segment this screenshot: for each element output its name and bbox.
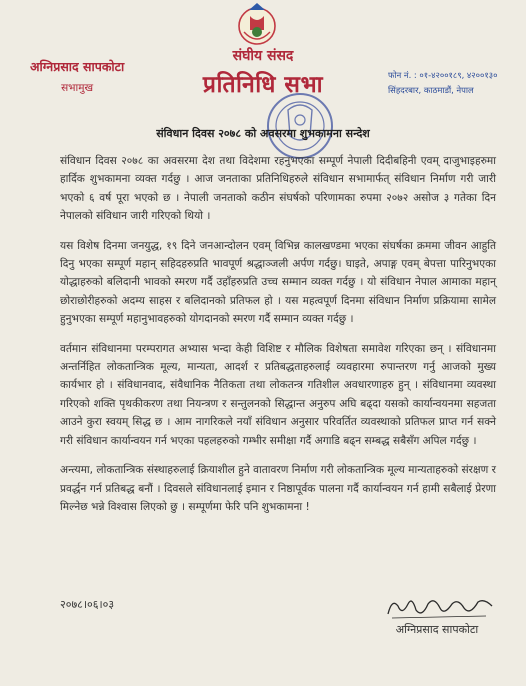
phone-number: फोन नं. : ०१-४२००१८९, ४२००१३०: [388, 70, 498, 80]
letter-body: [60, 152, 496, 527]
office-address: सिंहदरबार, काठमाडौं, नेपाल: [388, 85, 474, 95]
paragraph: वर्तमान संविधानमा परम्परागत अभ्यास भन्दा केही विशिष्ट र मौलिक विशेषता समावेश गरिएका छन् । संविधानमा अन्तर्निहित लोकतान्त्रिक मूल्य, मान्यता, आदर्श र प्रतिबद्धताहरुलाई व्यवहारमा रुपान्तरण गर्नु आजको मुख्य कार्यभार हो । संविधानवाद, संवैधानिक नैतिकता तथा लोकतन्त्र गतिशील अवधारणाहरु हुन् । संविधानमा व्यवस्था गरिएको शक्ति पृथकीकरण तथा नियन्त्रण र सन्तुलनको सिद्धान्त अनुरुप अघि बढ्दा यसको कार्यान्वयनमा सहजता आउने कुरा स्वयम् सिद्ध छ । आम नागरिकले नयाँ संविधान अनुसार परिवर्तित व्यवस्थाको प्रतिफल प्राप्त गर्न सक्ने गरी संविधान कार्यान्वयन गर्न भएका पहलहरुको गम्भीर समीक्षा गर्दै अगाडि बढ्न सम्बद्ध सबैसँग अपिल गर्दछु ।: [60, 342, 496, 447]
speaker-block: [30, 58, 124, 95]
speaker-title: सभामुख: [61, 82, 94, 94]
letter-title: संविधान दिवस २०७८ को अवसरमा शुभकामना सन्देश: [156, 127, 370, 140]
paragraph: अन्त्यमा, लोकतान्त्रिक संस्थाहरुलाई क्रियाशील हुने वातावरण निर्माण गरी लोकतान्त्रिक मूल्य मान्यताहरुको संरक्षण र प्रवर्द्धन गर्न प्रतिबद्ध बनौं । दिवसले संविधानलाई इमान र निष्ठापूर्वक पालना गर्दै कार्यान्वयन गर्न हामी सबैलाई प्रेरणा मिल्नेछ भन्ने विश्वास लिएको छु । सम्पूर्णमा फेरि पनि शुभकामना !: [60, 464, 496, 513]
contact-block: [388, 68, 497, 98]
org-name-line2: प्रतिनिधि सभा: [202, 72, 324, 98]
national-emblem-icon: [228, 2, 286, 46]
letter-date: २०७८।०६।०३: [60, 598, 115, 611]
speaker-name: अग्निप्रसाद सापकोटा: [30, 59, 125, 74]
signature-image: [382, 592, 498, 624]
org-name-line1: संघीय संसद: [232, 48, 294, 64]
paragraph: यस विशेष दिनमा जनयुद्ध, १९ दिने जनआन्दोलन एवम् विभिन्न कालखण्डमा भएका संघर्षका क्रममा जीवन आहुति दिनु भएका सम्पूर्ण महान् सहिदहरुप्रति भावपूर्ण श्रद्धाञ्जली अर्पण गर्दछु। घाइते, अपाङ्ग एवम् बेपत्ता पारिनुभएका योद्धाहरुको बलिदानी भावको स्मरण गर्दै उहाँहरुप्रति उच्च सम्मान व्यक्त गर्दछु । यो संविधान नेपाल आमाका महान् छोराछोरीहरुको अदम्य साहस र बलिदानको प्रतिफल हो । यस महत्वपूर्ण दिनमा संविधान निर्माण प्रक्रियामा सामेल हुनुभएका सम्पूर्ण महानुभावहरुको योगदानको स्मरण गर्दै सम्मान व्यक्त गर्दछु ।: [60, 239, 496, 326]
signer-name: अग्निप्रसाद सापकोटा: [395, 623, 479, 636]
paragraph: संविधान दिवस २०७८ का अवसरमा देश तथा विदेशमा रहनुभएका सम्पूर्ण नेपाली दिदीबहिनी एवम् दाजुभाइहरुमा हार्दिक शुभकामना व्यक्त गर्दछु । आज जनताका प्रतिनिधिहरुले संविधान सभामार्फत् संविधान निर्माण गरी जारी भएको ६ वर्ष पूरा भएको छ । नेपाली जनताको कठीन संघर्षको परिणामका रुपमा २०७२ असोज ३ गतेका दिन नेपालको संविधान जारी गरिएको थियो ।: [60, 155, 496, 223]
